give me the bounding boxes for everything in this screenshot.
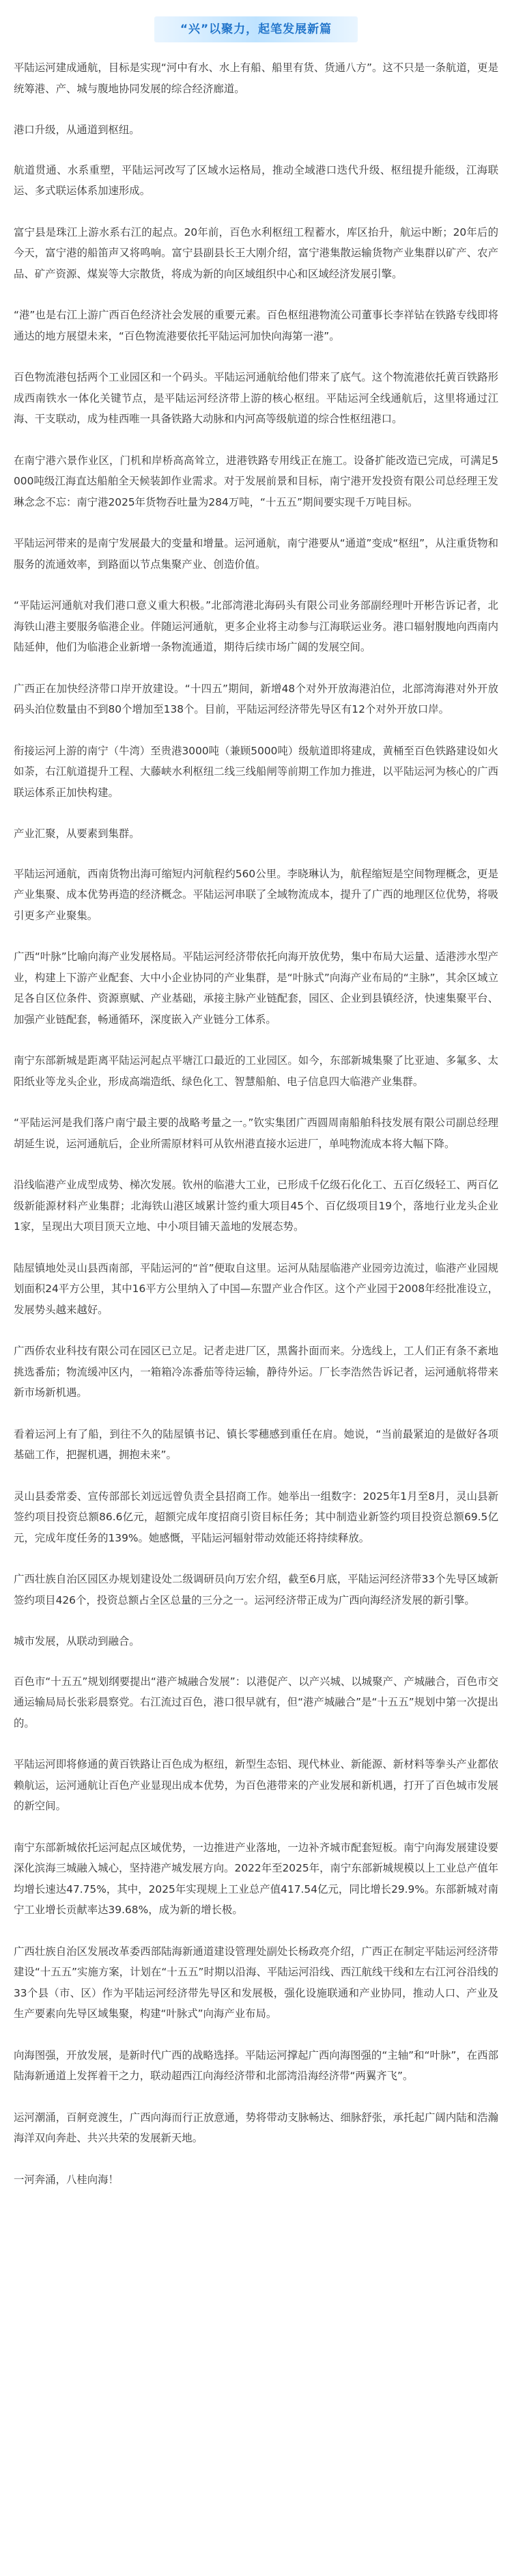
paragraph: 运河潮涌，百舸竞渡生，广西向海而行正放意通，势将带动支脉畅达、细脉舒张，承托起广阔内陆和浩瀚海洋双向奔赴、共兴共荣的发展新天地。 xyxy=(14,2111,498,2144)
paragraph: 广西壮族自治区园区办规划建设处二级调研员向万宏介绍，截至6月底，平陆运河经济带33个先导区域新签约项目426个，投资总额占全区总量的三分之一。运河经济带正成为广西向海经济发展的新引擎。 xyxy=(14,1573,498,1606)
paragraph: 沿线临港产业成型成势、梯次发展。钦州的临港大工业，已形成千亿级石化化工、五百亿级轻工、两百亿级新能源材料产业集群；北海铁山港区域累计签约重大项目45个、百亿级项目19个，落地行业龙头企业1家，呈现出大项目顶天立地、中小项目铺天盖地的发展态势。 xyxy=(14,1179,498,1233)
paragraph: 灵山县委常委、宣传部部长刘远远曾负责全县招商工作。她举出一组数字：2025年1月至8月，灵山县新签约项目投资总额86.6亿元，超额完成年度招商引资目标任务；其中制造业新签约项目投资总额69.5亿元，完成年度任务的139%。她感慨，平陆运河辐射带动效能还将持续释放。 xyxy=(14,1490,498,1544)
article-body xyxy=(14,57,498,2190)
paragraph: 航道贯通、水系重塑，平陆运河改写了区域水运格局，推动全域港口迭代升级、枢纽提升能级，江海联运、多式联运体系加速形成。 xyxy=(14,163,498,197)
paragraph: 在南宁港六景作业区，门机和岸桥高高耸立，进港铁路专用线正在施工。设备扩能改造已完成，可满足5000吨级江海直达船舶全天候装卸作业需求。对于发展前景和目标，南宁港开发投资有限公司总经理王发琳念念不忘：南宁港2025年货物吞吐量为284万吨，“十五五”期间要实现千万吨目标。 xyxy=(14,454,498,508)
paragraph: 富宁县是珠江上游水系右江的起点。20年前，百色水利枢纽工程蓄水，库区抬升，航运中断；20年后的今天，富宁港的船笛声又将鸣响。富宁县副县长王大刚介绍，富宁港集散运输货物产业集群以矿产、农产品、矿产资源、煤炭等大宗散货，将成为新的向区域组织中心和区域经济发展引擎。 xyxy=(14,225,498,280)
paragraph: 百色物流港包括两个工业园区和一个码头。平陆运河通航给他们带来了底气。这个物流港依托黄百铁路形成西南铁水一体化关键节点，是平陆运河经济带上游的核心枢纽。平陆运河全线通航后，这里将通过江海、干支联动，成为桂西唯一具备铁路大动脉和内河高等级航道的综合性枢纽港口。 xyxy=(14,371,498,425)
paragraph: 看着运河上有了船，到往不久的陆屋镇书记、镇长零穗感到重任在肩。她说，“当前最紧迫的是做好各项基础工作，把握机遇，拥抱未来”。 xyxy=(14,1427,498,1461)
paragraph: 广西侨农业科技有限公司在园区已立足。记者走进厂区，黑酱扑面而来。分选线上，工人们正有条不紊地挑选番茄；物流缓冲区内，一箱箱冷冻番茄等待运输，静待外运。厂长李浩然告诉记者，运河通航将带来新市场新机遇。 xyxy=(14,1345,498,1399)
paragraph: 广西壮族自治区发展改革委西部陆海新通道建设管理处副处长杨政亮介绍，广西正在制定平陆运河经济带建设“十五五”实施方案，计划在“十五五”时期以沿海、平陆运河沿线、西江航线干线和左右江河谷沿线的33个县（市、区）作为平陆运河经济带先导区和发展极，强化设施联通和产业协同，推动人口、产业及生产要素向先导区域集聚，构建“叶脉式”向海产业布局。 xyxy=(14,1945,498,2020)
closing-line: 一河奔涌，八桂向海！ xyxy=(14,2173,119,2186)
paragraph: 衔接运河上游的南宁（牛湾）至贵港3000吨（兼顾5000吨）级航道即将建成，黄桶至百色铁路建设如火如荼，右江航道提升工程、大藤峡水利枢纽二线三线船闸等前期工作加力推进，以平陆运河为核心的广西联运体系正加快构建。 xyxy=(14,744,498,799)
section-heading-city: 城市发展，从联动到融合。 xyxy=(14,1635,140,1647)
paragraph: 广西正在加快经济带口岸开放建设。“十四五”期间，新增48个对外开放海港泊位，北部湾海港对外开放码头泊位数量由不到80个增加至138个。目前，平陆运河经济带先导区有12个对外开放口岸。 xyxy=(14,682,498,715)
paragraph: “平陆运河通航对我们港口意义重大积极。”北部湾港北海码头有限公司业务部副经理叶开彬告诉记者，北海铁山港主要服务临港企业。伴随运河通航，更多企业将主动参与江海联运业务。港口辐射腹地向西南内陆延伸，他们为临港企业新增一条物流通道，期待后续市场广阔的发展空间。 xyxy=(14,599,498,653)
paragraph: 平陆运河通航，西南货物出海可缩短内河航程约560公里。李晓琳认为，航程缩短是空间物理概念，更是产业集聚、成本优势再造的经济概念。平陆运河串联了全域物流成本，提升了广西的地理区位优势，将吸引更多产业聚集。 xyxy=(14,867,498,922)
paragraph: 百色市“十五五”规划纲要提出“港产城融合发展”：以港促产、以产兴城、以城聚产、产城融合，百色市交通运输局局长张彩晨察党。右江流过百色，港口很早就有，但“港产城融合”是“十五五”规划中第一次提出的。 xyxy=(14,1675,498,1729)
paragraph: 平陆运河带来的是南宁发展最大的变量和增量。运河通航，南宁港要从“通道”变成“枢纽”，从注重货物和服务的流通效率，到路面以节点集聚产业、创造价值。 xyxy=(14,537,498,571)
paragraph: 向海图强，开放发展，是新时代广西的战略选择。平陆运河撑起广西向海图强的“主轴”和“叶脉”，在西部陆海新通道上发挥着干之力，联动超西江向海经济带和北部湾沿海经济带“两翼齐飞”。 xyxy=(14,2049,498,2082)
article-title: “兴”以聚力，起笔发展新篇 xyxy=(154,16,358,42)
paragraph: 南宁东部新城依托运河起点区域优势，一边推进产业落地，一边补齐城市配套短板。南宁向海发展建设要深化滨海三城融入城心，坚持港产城发展方向。2022年至2025年，南宁东部新城规模以上工业总产值年均增长速达47.75%，其中，2025年实现规上工业总产值417.54亿元，同比增长29.9%。东部新城对南宁工业增长贡献率达39.68%，成为新的增长极。 xyxy=(14,1841,498,1916)
section-heading-ports: 港口升级，从通道到枢纽。 xyxy=(14,124,140,136)
paragraph: 陆屋镇地处灵山县西南部，平陆运河的“首”便取自这里。运河从陆屋临港产业园旁边流过，临港产业园规划面积24平方公里，其中16平方公里纳入了中国—东盟产业合作区。这个产业园于2008年经批准设立，发展势头越来越好。 xyxy=(14,1261,498,1316)
paragraph: 平陆运河建成通航，目标是实现“河中有水、水上有船、船里有货、货通八方”。这不只是一条航道，更是统筹港、产、城与腹地协同发展的综合经济廊道。 xyxy=(14,61,498,95)
paragraph: 南宁东部新城是距离平陆运河起点平塘江口最近的工业园区。如今，东部新城集聚了比亚迪、多氟多、太阳纸业等龙头企业，形成高端造纸、绿色化工、智慧船舶、电子信息四大临港产业集群。 xyxy=(14,1054,498,1088)
paragraph: 平陆运河即将修通的黄百铁路让百色成为枢纽，新型生态铝、现代林业、新能源、新材料等拳头产业都依赖航运，运河通航让百色产业显现出成本优势，为百色港带来的产业发展和新机遇，打开了百色城市发展的新空间。 xyxy=(14,1758,498,1812)
title-area xyxy=(14,0,498,57)
paragraph: 广西“叶脉”比喻向海产业发展格局。平陆运河经济带依托向海开放优势，集中布局大运量、适港涉水型产业，构建上下游产业配套、大中小企业协同的产业集群，是“叶脉式”向海产业布局的“主脉”，其余区域立足各自区位条件、资源禀赋、产业基础，承接主脉产业链配套，园区、企业到县镇经济，快速集聚平台、加强产业链配套，畅通循环，深度嵌入产业链分工体系。 xyxy=(14,950,498,1026)
section-heading-industry: 产业汇聚，从要素到集群。 xyxy=(14,827,140,840)
paragraph: “平陆运河是我们落户南宁最主要的战略考量之一。”钦实集团广西圆周南船舶科技发展有限公司副总经理胡延生说，运河通航后，企业所需原材料可从钦州港直接水运进厂，单吨物流成本将大幅下降。 xyxy=(14,1116,498,1150)
paragraph: “港”也是右江上游广西百色经济社会发展的重要元素。百色枢纽港物流公司董事长李祥钻在铁路专线即将通达的地方展望未来，“百色物流港要依托平陆运河加快向海第一港”。 xyxy=(14,309,498,342)
